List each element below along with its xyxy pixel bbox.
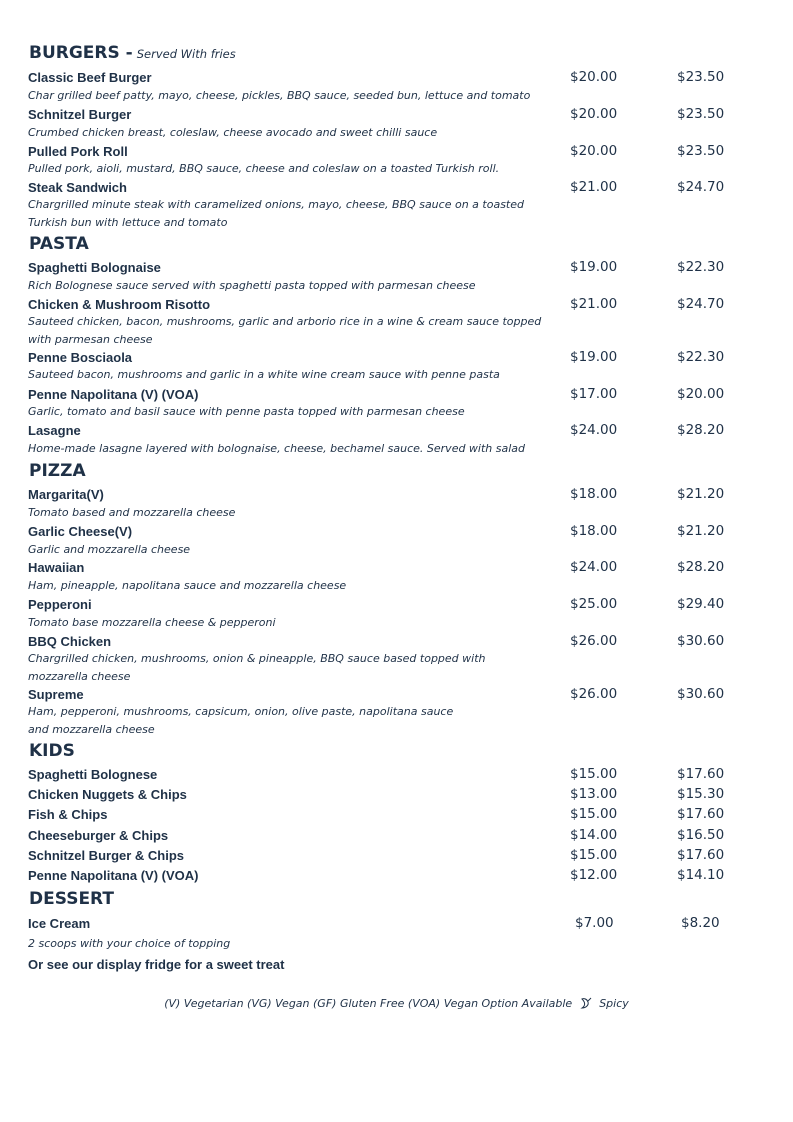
- item-description: Crumbed chicken breast, coleslaw, cheese avocado and sweet chilli sauce: [28, 126, 438, 139]
- item-price-regular: $17.00: [570, 386, 618, 402]
- item-price-large: $29.40: [677, 596, 725, 612]
- item-name: Steak Sandwich: [28, 180, 127, 195]
- item-name: Hawaiian: [28, 560, 85, 575]
- item-name: Supreme: [28, 687, 84, 702]
- item-name: Chicken & Mushroom Risotto: [28, 297, 211, 312]
- item-name: Garlic Cheese(V): [28, 524, 133, 539]
- item-name: Chicken Nuggets & Chips: [28, 787, 187, 802]
- item-name: Penne Napolitana (V) (VOA): [28, 868, 199, 883]
- item-description: Home-made lasagne layered with bolognaise, cheese, bechamel sauce. Served with salad: [28, 442, 526, 455]
- section-subtitle-burgers: Served With fries: [136, 47, 236, 61]
- dietary-legend: [0, 997, 793, 1010]
- item-description: Tomato based and mozzarella cheese: [28, 506, 236, 519]
- item-description: Ham, pineapple, napolitana sauce and mozzarella cheese: [28, 579, 347, 592]
- item-price-large: $17.60: [677, 847, 725, 863]
- item-price-large: $28.20: [677, 422, 725, 438]
- item-name: Pulled Pork Roll: [28, 144, 128, 159]
- item-name: BBQ Chicken: [28, 634, 112, 649]
- item-name: Cheeseburger & Chips: [28, 828, 169, 843]
- item-description: Pulled pork, aioli, mustard, BBQ sauce, cheese and coleslaw on a toasted Turkish roll.: [28, 162, 500, 175]
- item-price-large: $24.70: [677, 179, 725, 195]
- chili-icon: [579, 997, 593, 1009]
- item-price-large: $21.20: [677, 523, 725, 539]
- item-price-regular: $25.00: [570, 596, 618, 612]
- item-name: Lasagne: [28, 423, 81, 438]
- item-name: Spaghetti Bolognaise: [28, 260, 161, 275]
- item-price-regular: $19.00: [570, 349, 618, 365]
- item-price-large: $16.50: [677, 827, 725, 843]
- item-price-large: $17.60: [677, 806, 725, 822]
- item-price-large: $23.50: [677, 106, 725, 122]
- item-price-large: $23.50: [677, 143, 725, 159]
- section-title-kids: KIDS: [29, 741, 75, 761]
- item-name: Penne Napolitana (V) (VOA): [28, 387, 199, 402]
- item-price-regular: $21.00: [570, 179, 618, 195]
- item-name: Schnitzel Burger: [28, 107, 132, 122]
- item-description: Garlic and mozzarella cheese: [28, 543, 191, 556]
- item-description: Ham, pepperoni, mushrooms, capsicum, onion, olive paste, napolitana sauce and mozzarella cheese: [28, 705, 454, 736]
- item-price-large: $21.20: [677, 486, 725, 502]
- item-name: Classic Beef Burger: [28, 70, 152, 85]
- item-name: Pepperoni: [28, 597, 92, 612]
- item-description: Sauteed bacon, mushrooms and garlic in a white wine cream sauce with penne pasta: [28, 368, 500, 381]
- item-price-regular: $12.00: [570, 867, 618, 883]
- item-price-large: $28.20: [677, 559, 725, 575]
- item-price-regular: $15.00: [570, 847, 618, 863]
- legend-text: (V) Vegetarian (VG) Vegan (GF) Gluten Free (VOA) Vegan Option Available: [164, 997, 573, 1010]
- item-price-regular: $19.00: [570, 259, 618, 275]
- section-title-dessert: DESSERT: [29, 889, 114, 909]
- item-price-regular: $14.00: [570, 827, 618, 843]
- item-name: Schnitzel Burger & Chips: [28, 848, 185, 863]
- item-description: 2 scoops with your choice of topping: [28, 937, 231, 950]
- item-price-regular: $24.00: [570, 422, 618, 438]
- item-name: Margarita(V): [28, 487, 104, 502]
- item-price-large: $14.10: [677, 867, 725, 883]
- item-description: Chargrilled chicken, mushrooms, onion & pineapple, BBQ sauce based topped with mozzarella cheese: [28, 652, 486, 683]
- item-description: Garlic, tomato and basil sauce with penne pasta topped with parmesan cheese: [28, 405, 465, 418]
- item-name: Spaghetti Bolognese: [28, 767, 158, 782]
- item-description: Rich Bolognese sauce served with spaghetti pasta topped with parmesan cheese: [28, 279, 476, 292]
- item-description: Sauteed chicken, bacon, mushrooms, garlic and arborio rice in a wine & cream sauce topped with parmesan cheese: [28, 315, 542, 346]
- item-price-large: $15.30: [677, 786, 725, 802]
- item-price-regular: $15.00: [570, 806, 618, 822]
- item-price-regular: $24.00: [570, 559, 618, 575]
- item-price-regular: $20.00: [570, 106, 618, 122]
- item-price-regular: $7.00: [575, 915, 614, 931]
- item-name: Fish & Chips: [28, 807, 108, 822]
- item-price-large: $23.50: [677, 69, 725, 85]
- legend-spicy-label: Spicy: [599, 997, 629, 1010]
- dessert-note: Or see our display fridge for a sweet treat: [28, 957, 285, 972]
- item-price-large: $20.00: [677, 386, 725, 402]
- item-description: Tomato base mozzarella cheese & pepperoni: [28, 616, 276, 629]
- item-price-large: $17.60: [677, 766, 725, 782]
- item-price-large: $30.60: [677, 686, 725, 702]
- item-price-large: $22.30: [677, 259, 725, 275]
- section-title-pasta: PASTA: [29, 234, 89, 254]
- section-title-pizza: PIZZA: [29, 461, 86, 481]
- item-price-large: $30.60: [677, 633, 725, 649]
- item-price-regular: $13.00: [570, 786, 618, 802]
- item-description: Chargrilled minute steak with caramelized onions, mayo, cheese, BBQ sauce on a toasted Turkish bun with lettuce and tomato: [28, 198, 524, 229]
- item-price-regular: $26.00: [570, 633, 618, 649]
- item-price-regular: $18.00: [570, 486, 618, 502]
- item-description: Char grilled beef patty, mayo, cheese, pickles, BBQ sauce, seeded bun, lettuce and tomato: [28, 89, 531, 102]
- item-name: Penne Bosciaola: [28, 350, 133, 365]
- item-price-regular: $20.00: [570, 143, 618, 159]
- item-price-large: $24.70: [677, 296, 725, 312]
- item-name: Ice Cream: [28, 916, 91, 931]
- item-price-large: $22.30: [677, 349, 725, 365]
- item-price-regular: $20.00: [570, 69, 618, 85]
- item-price-regular: $21.00: [570, 296, 618, 312]
- item-price-regular: $18.00: [570, 523, 618, 539]
- item-price-regular: $15.00: [570, 766, 618, 782]
- item-price-regular: $26.00: [570, 686, 618, 702]
- item-price-large: $8.20: [681, 915, 720, 931]
- section-title-burgers: BURGERS - Served With fries: [29, 43, 236, 63]
